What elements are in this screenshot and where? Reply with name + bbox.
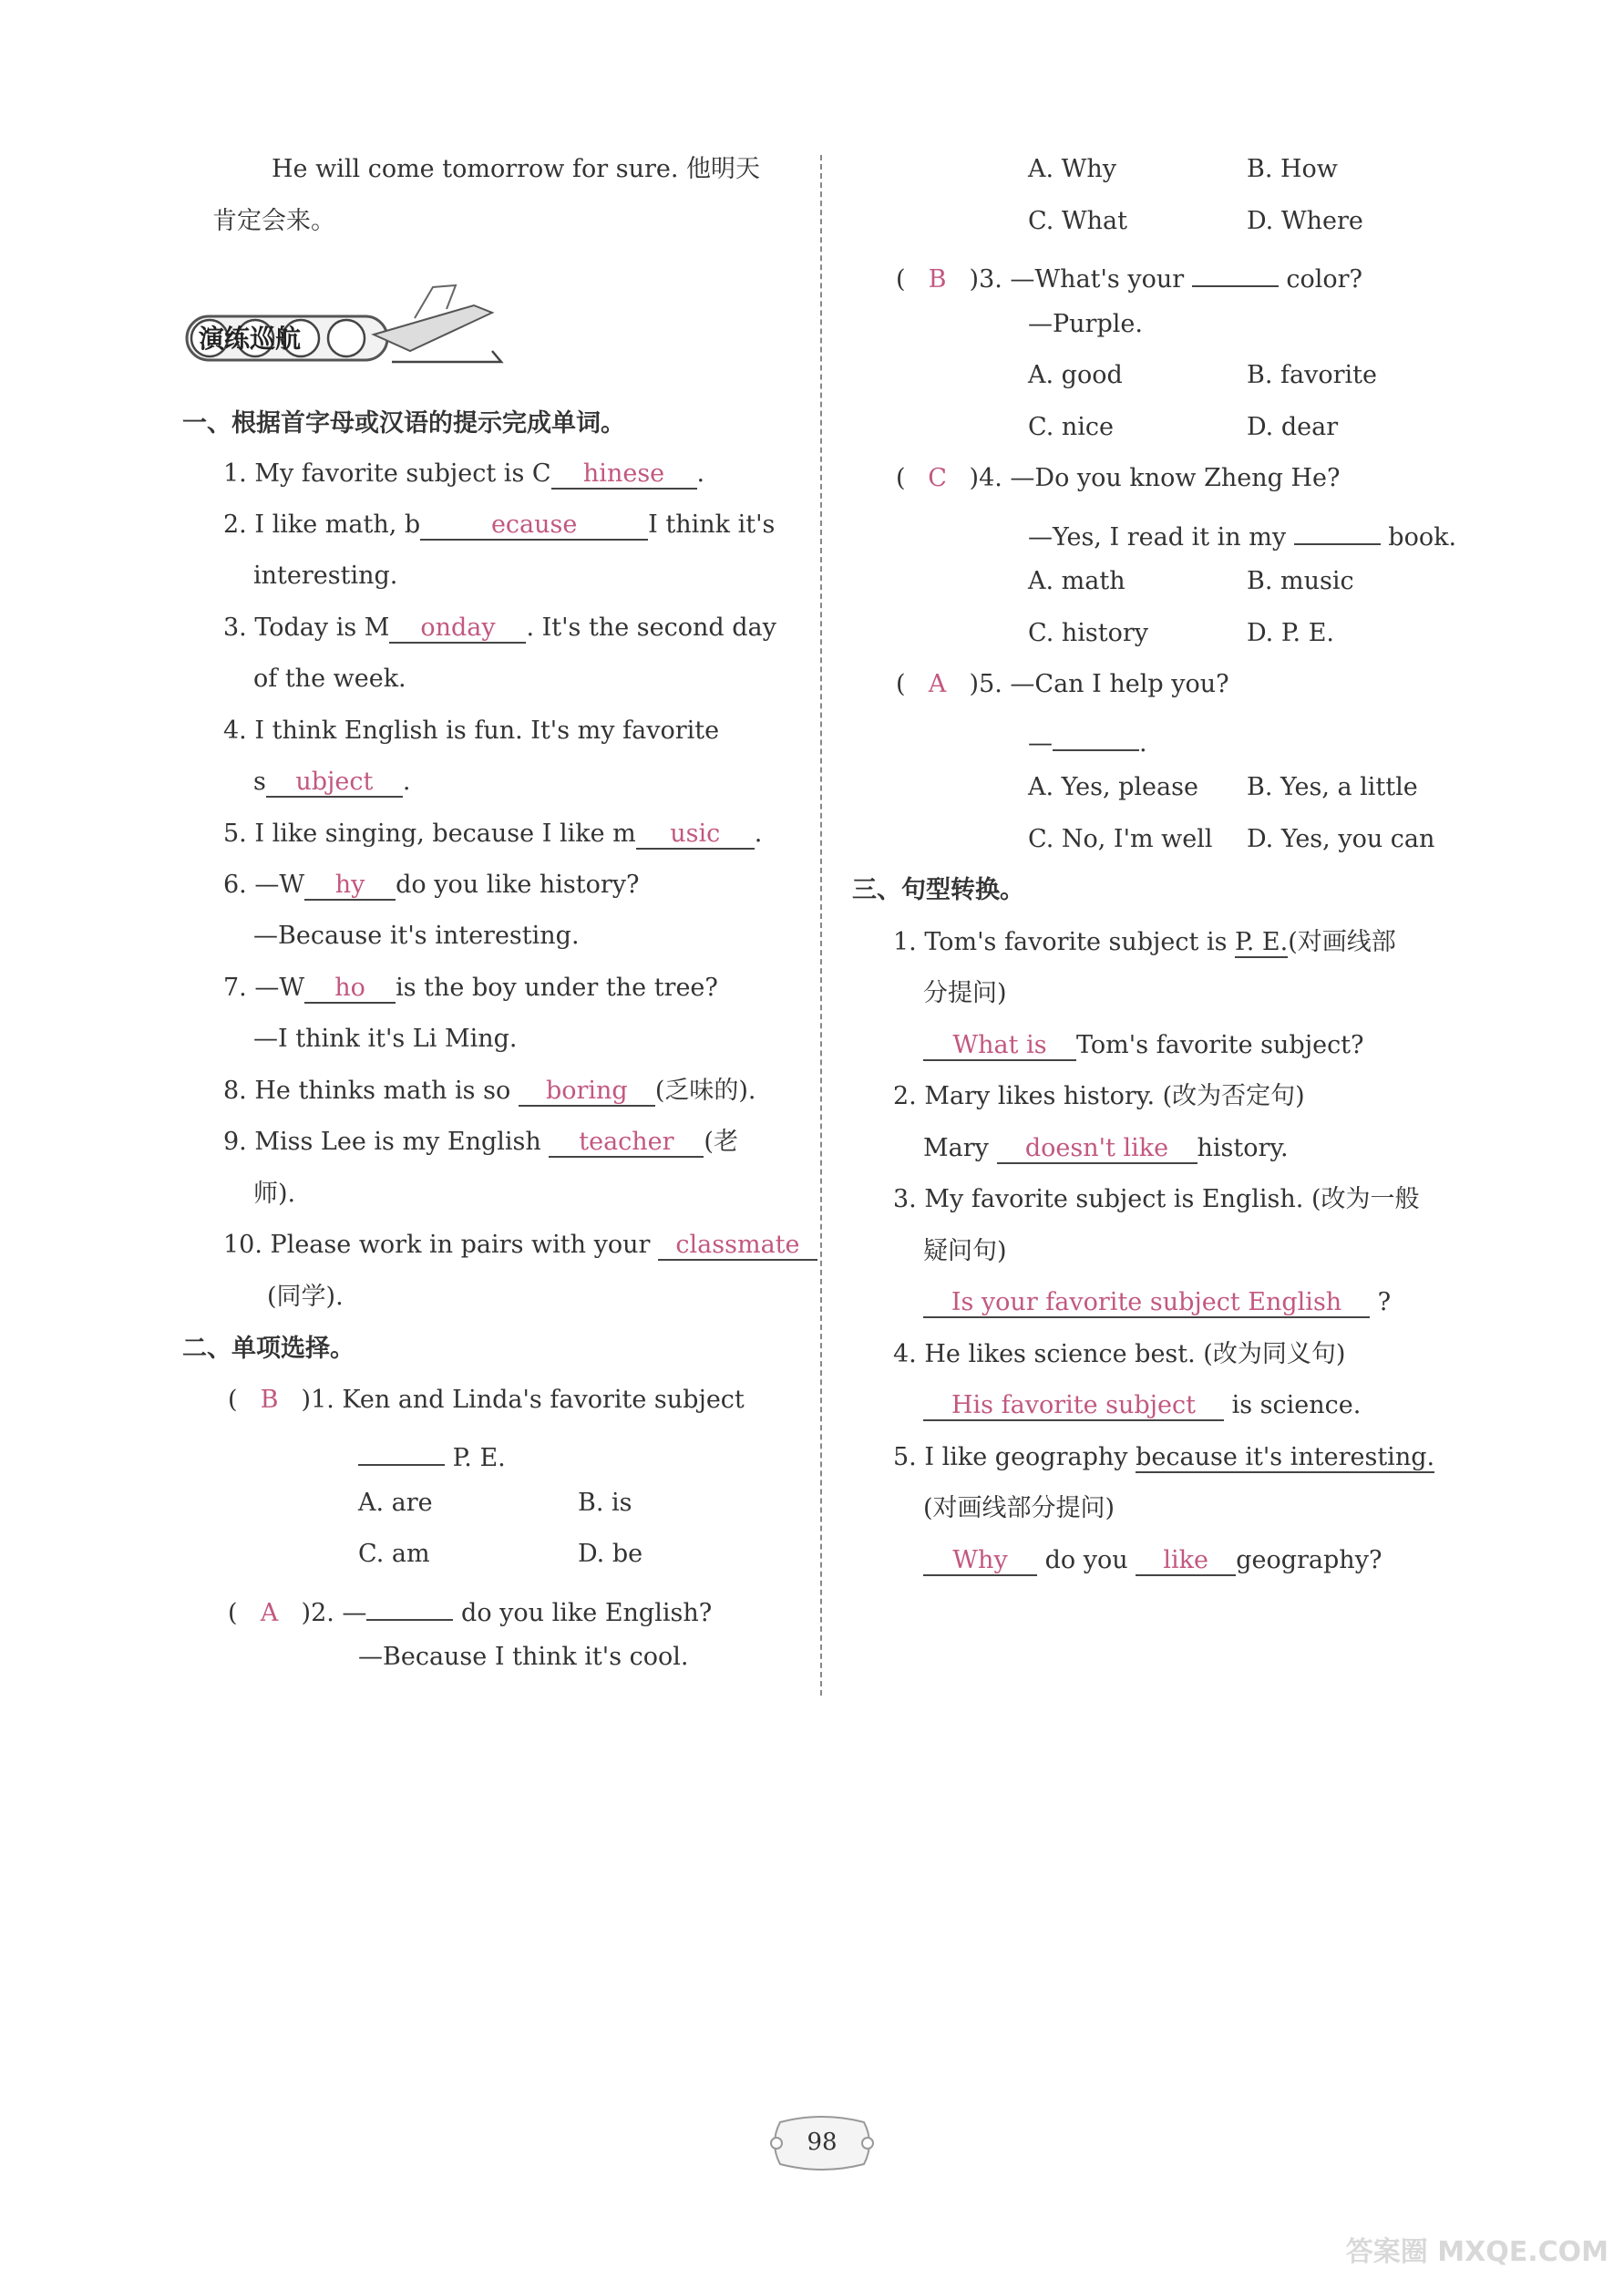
banner-ship-icon [182,278,510,369]
s1-q10 [223,1229,817,1262]
s2-q1-stem2: P. E. [452,1444,506,1472]
s3-q4-answer[interactable]: His favorite subject [923,1390,1224,1421]
s2-q5-stem: )5. —Can I help you? [969,670,1229,698]
s1-q3-cont: of the week. [253,665,406,693]
s3-q1-answer-line [923,1029,1364,1062]
s3-q4-answer-line [923,1389,1361,1422]
s3-q1-cont: 分提问) [923,979,1007,1007]
s2-q5: ( A )5. —Can I help you? [896,668,1229,701]
s2-q3-cont: —Purple. [1028,310,1143,338]
s2-q2-option-c[interactable]: C. What [1028,207,1127,235]
s2-q1-option-d[interactable]: D. be [578,1540,643,1568]
s2-q5-cont-text: — [1028,729,1053,758]
s1-q5-answer[interactable]: usic [636,819,755,850]
s3-q5-text: 5. I like geography [893,1443,1128,1471]
section2-title: 二、单项选择。 [182,1335,355,1363]
s1-q1-text: 1. My favorite subject is C [223,459,551,488]
s1-q10-text: 10. Please work in pairs with your [223,1231,651,1259]
s2-q5-blank[interactable] [1053,720,1139,751]
column-divider [820,155,822,1696]
s2-q5-option-b[interactable]: B. Yes, a little [1247,773,1418,801]
s1-q5 [223,818,762,851]
s3-q5-answer-post: geography? [1236,1546,1382,1574]
s2-q5-cont [1028,720,1147,760]
s1-q7-text: 7. —W [223,974,305,1002]
s2-q1: ( B )1. Ken and Linda's favorite subject [228,1384,745,1417]
s2-q1-answer[interactable]: B [260,1386,279,1414]
s1-q7-post: is the boy under the tree? [396,974,718,1002]
s2-q3-post: color? [1286,265,1363,294]
s1-q9-text: 9. Miss Lee is my English [223,1128,541,1156]
s3-q4: 4. He likes science best. (改为同义句) [893,1340,1346,1368]
s2-q5-answer[interactable]: A [928,670,947,698]
s1-q2-text: 2. I like math, b [223,510,421,539]
s2-q4-option-c[interactable]: C. history [1028,619,1149,647]
s1-q4-letter: s [253,768,266,796]
s1-q1-post: . [696,459,705,488]
s3-q5 [893,1441,1434,1474]
s1-q6 [223,869,640,902]
s3-q2-answer-pre: Mary [923,1134,989,1162]
s1-q2-cont: interesting. [253,562,398,590]
s2-q2-answer[interactable]: A [260,1599,279,1627]
s1-q10-answer[interactable]: classmate [658,1230,817,1261]
s3-q2-answer[interactable]: doesn't like [997,1133,1197,1164]
s1-q7 [223,972,718,1005]
s2-q2-option-b[interactable]: B. How [1247,155,1338,183]
watermark-logo [1312,2197,1613,2270]
s2-q2-option-d[interactable]: D. Where [1247,207,1363,235]
s3-q3-answer-line [923,1286,1391,1319]
s2-q4-cont-post: book. [1388,523,1457,552]
s3-q1 [893,926,1396,959]
page-number: 98 [807,2129,838,2156]
s1-q4-cont [253,766,410,799]
s1-q4-answer[interactable]: ubject [266,767,403,798]
banner-title: 演练巡航 [199,324,302,354]
s2-q4: ( C )4. —Do you know Zheng He? [896,462,1340,495]
s1-q6-answer[interactable]: hy [304,870,396,901]
intro-line2: 肯定会来。 [212,207,335,235]
s1-q7-cont: —I think it's Li Ming. [253,1025,518,1053]
s1-q9-answer[interactable]: teacher [549,1127,704,1158]
s3-q5-answer2[interactable]: like [1136,1545,1236,1576]
s1-q10-cont: (同学). [267,1283,344,1311]
s2-q2-stem: )2. — [301,1599,367,1627]
s2-q1-blank[interactable] [358,1435,445,1466]
s2-q1-stem: )1. Ken and Linda's favorite subject [301,1386,745,1414]
s2-q5-option-c[interactable]: C. No, I'm well [1028,825,1213,853]
s3-q5-underlined: because it's interesting. [1136,1443,1435,1471]
s1-q3-text: 3. Today is M [223,614,390,642]
s1-q8-text: 8. He thinks math is so [223,1077,511,1105]
s1-q1 [223,458,704,490]
s3-q5-mid: do you [1044,1546,1128,1574]
intro-line1: He will come tomorrow for sure. 他明天 [272,155,761,183]
s3-q5-cont: (对画线部分提问) [923,1494,1115,1522]
s3-q5-answer-line [923,1544,1382,1577]
s2-q5-option-d[interactable]: D. Yes, you can [1247,825,1435,853]
s3-q4-answer-post: is science. [1231,1391,1362,1419]
s1-q9-post: (老 [704,1128,738,1156]
s3-q1-underlined: P. E. [1235,928,1289,956]
s1-q3-answer[interactable]: onday [389,613,526,644]
s3-q3-cont: 疑问句) [923,1237,1007,1265]
s2-q2: ( A )2. — do you like English? [228,1590,712,1630]
s1-q8-answer[interactable]: boring [519,1076,655,1107]
s2-q4-option-d[interactable]: D. P. E. [1247,619,1335,647]
s3-q1-answer-post: Tom's favorite subject? [1076,1031,1364,1059]
s1-q6-cont: —Because it's interesting. [253,922,580,950]
s3-q5-answer1[interactable]: Why [923,1545,1037,1576]
s1-q3 [223,612,776,645]
s2-q1-line2 [358,1435,506,1475]
section1-title: 一、根据首字母或汉语的提示完成单词。 [182,409,625,438]
s1-q7-answer[interactable]: ho [304,973,396,1004]
s2-q3-option-b[interactable]: B. favorite [1247,361,1377,389]
s1-q4: 4. I think English is fun. It's my favorite [223,717,720,745]
s1-q2 [223,509,775,541]
s2-q5-option-a[interactable]: A. Yes, please [1028,773,1198,801]
s2-q2-cont: —Because I think it's cool. [358,1643,689,1671]
s3-q2-answer-post: history. [1197,1134,1289,1162]
s1-q5-post: . [754,820,763,848]
s1-q9 [223,1126,738,1159]
s2-q3-option-d[interactable]: D. dear [1247,413,1339,441]
s3-q2-answer-line [923,1132,1289,1165]
s1-q8 [223,1075,755,1108]
s2-q4-cont [1028,514,1456,554]
s2-q3-blank[interactable] [1192,256,1279,287]
watermark-text: 答案圈 MXQE.COM [1345,2236,1609,2268]
s1-q6-text: 6. —W [223,871,305,899]
s1-q8-post: (乏味的). [654,1077,756,1105]
s3-q2: 2. Mary likes history. (改为否定句) [893,1082,1305,1110]
s2-q4-option-b[interactable]: B. music [1247,567,1354,595]
s1-q4-post: . [402,768,411,796]
s3-q3-answer[interactable]: Is your favorite subject English [923,1287,1370,1318]
s2-q4-answer[interactable]: C [928,464,947,492]
s1-q5-text: 5. I like singing, because I like m [223,820,636,848]
s2-q3-answer[interactable]: B [928,265,947,294]
s2-q5-cont-post: . [1139,729,1147,758]
section3-title: 三、句型转换。 [852,876,1024,904]
s3-q3: 3. My favorite subject is English. (改为一般 [893,1185,1420,1213]
s2-q3-stem: )3. —What's your [969,265,1185,294]
s3-q3-answer-post: ? [1377,1288,1392,1316]
s3-q1-text: 1. Tom's favorite subject is [893,928,1228,956]
s2-q4-stem: )4. —Do you know Zheng He? [969,464,1341,492]
s1-q6-post: do you like history? [396,871,640,899]
s2-q3: ( B )3. —What's your color? [896,256,1362,296]
s2-q3-option-c[interactable]: C. nice [1028,413,1114,441]
s1-q1-answer[interactable]: hinese [551,459,697,490]
s2-q1-option-a[interactable]: A. are [358,1489,433,1517]
s3-q1-post: (对画线部 [1288,928,1396,956]
s2-q4-blank[interactable] [1294,514,1381,545]
s1-q2-post: I think it's [648,510,776,539]
s1-q3-post: . It's the second day [526,614,776,642]
s2-q2-post: do you like English? [461,1599,713,1627]
s3-q1-answer[interactable]: What is [923,1030,1076,1061]
s2-q2-option-a[interactable]: A. Why [1028,155,1117,183]
s2-q1-option-b[interactable]: B. is [578,1489,632,1517]
page-number-badge [767,2113,877,2173]
s1-q2-answer[interactable]: ecause [420,510,648,541]
s2-q2-blank[interactable] [366,1590,453,1621]
s2-q4-cont-text: —Yes, I read it in my [1028,523,1287,552]
s1-q9-cont: 师). [253,1180,296,1208]
s2-q4-option-a[interactable]: A. math [1028,567,1125,595]
s2-q3-option-a[interactable]: A. good [1028,361,1123,389]
s2-q1-option-c[interactable]: C. am [358,1540,430,1568]
